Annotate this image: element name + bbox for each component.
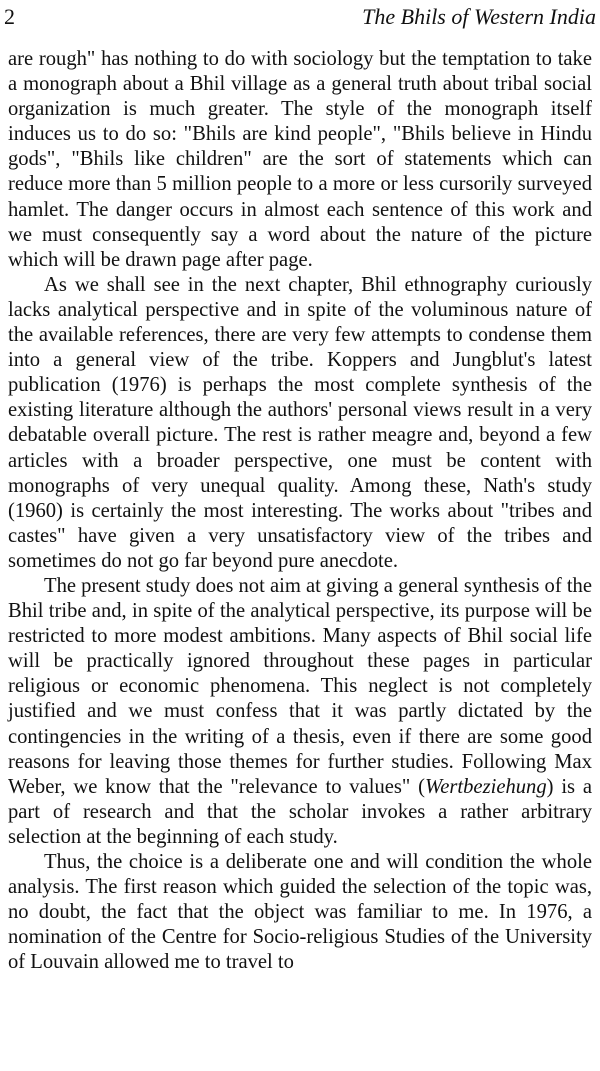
italic-term: Wertbeziehung	[425, 775, 547, 798]
running-title: The Bhils of Western India	[362, 4, 596, 29]
page-number: 2	[4, 4, 15, 29]
paragraph-1: are rough" has nothing to do with sociology but the temptation to take a monograph about a Bhil village as a general truth about tribal social organization is much greater. The style of the monograph itself induces us to do so: "Bhils are kind people", "Bhils believe in Hindu gods", "Bhils like children" are the sort of statements which can reduce more than 5 million people to a more or less cursorily surveyed hamlet. The danger occurs in almost each sentence of this work and we must consequently say a word about the nature of the picture which will be drawn page after page.	[8, 48, 592, 271]
paragraph-3-text-b: ) is a part of research and that the scholar invokes a rather arbitrary selection at the beginning of each study.	[8, 775, 593, 848]
paragraph-3-text-a: The present study does not aim at giving a general synthesis of the Bhil tribe and, in spite of the analytical perspective, its purpose will be restricted to more modest ambitions. Many aspects of Bhil social life will be practically ignored throughout these pages in particular religious or economic phenomena. This neglect is not completely justified and we must confess that it was partly dictated by the contingencies in the writing of a thesis, even if there are some good reasons for leaving those themes for further studies. Following Max Weber, we know that the "relevance to values" (	[8, 574, 592, 798]
body-text	[8, 47, 592, 975]
paragraph-4: Thus, the choice is a deliberate one and will condition the whole analysis. The first reason which guided the selection of the topic was, no doubt, the fact that the object was familiar to me. In 1976, a nomination of the Centre for Socio-religious Studies of the University of Louvain allowed me to travel to	[8, 851, 592, 974]
page-header	[4, 2, 596, 32]
paragraph-2: As we shall see in the next chapter, Bhil ethnography curiously lacks analytical perspective and in spite of the voluminous nature of the available references, there are very few attempts to condense them into a general view of the tribe. Koppers and Jungblut's latest publication (1976) is perhaps the most complete synthesis of the existing literature although the authors' personal views result in a very debatable overall picture. The rest is rather meagre and, beyond a few articles with a broader perspective, one must be content with monographs of very unequal quality. Among these, Nath's study (1960) is certainly the most interesting. The works about "tribes and castes" have given a very unsatisfactory view of the tribes and sometimes do not go far beyond pure anecdote.	[8, 273, 592, 572]
paragraph-3	[8, 574, 592, 850]
